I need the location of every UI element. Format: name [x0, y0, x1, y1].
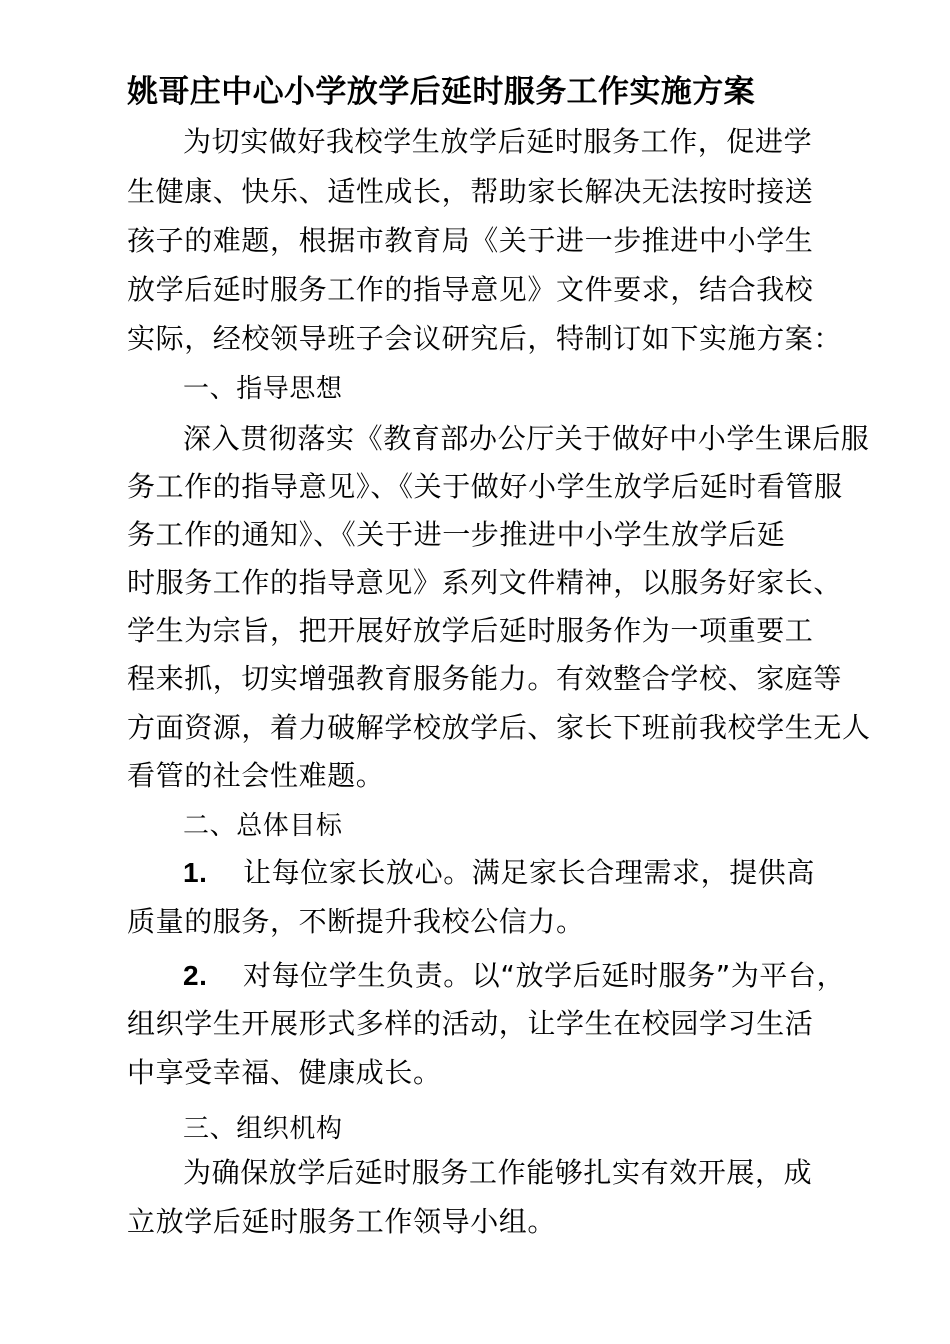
intro-line: 实际，经校领导班子会议研究后，特制订如下实施方案： — [127, 322, 843, 355]
section-heading-guiding-ideology: 一、指导思想 — [183, 374, 343, 404]
section3-line: 为确保放学后延时服务工作能够扎实有效开展，成 — [183, 1156, 813, 1189]
intro-line: 孩子的难题，根据市教育局《关于进一步推进中小学生 — [127, 224, 814, 257]
section1-line: 时服务工作的指导意见》系列文件精神，以服务好家长、 — [127, 566, 843, 599]
section1-line: 务工作的通知》、《关于进一步推进中小学生放学后延 — [127, 518, 786, 551]
goal-text: 让每位家长放心。满足家长合理需求，提供高 — [243, 856, 816, 889]
goal-number: 2. — [183, 960, 208, 991]
goal-item-2-line: 中享受幸福、健康成长。 — [127, 1056, 442, 1089]
section1-line: 深入贯彻落实《教育部办公厅关于做好中小学生课后服 — [183, 422, 870, 455]
document-title: 姚哥庄中心小学放学后延时服务工作实施方案 — [127, 74, 755, 110]
intro-line: 放学后延时服务工作的指导意见》文件要求，结合我校 — [127, 273, 814, 306]
section-heading-organization: 三、组织机构 — [183, 1114, 343, 1144]
goal-item-2 — [183, 958, 845, 994]
goal-item-2-line: 组织学生开展形式多样的活动，让学生在校园学习生活 — [127, 1007, 814, 1040]
goal-item-1-line: 质量的服务，不断提升我校公信力。 — [127, 905, 585, 938]
section1-line: 学生为宗旨，把开展好放学后延时服务作为一项重要工 — [127, 614, 814, 647]
goal-item-1 — [183, 855, 815, 891]
section1-line: 程来抓，切实增强教育服务能力。有效整合学校、家庭等 — [127, 662, 843, 695]
section3-line: 立放学后延时服务工作领导小组。 — [127, 1205, 557, 1238]
section-heading-overall-goals: 二、总体目标 — [183, 811, 343, 841]
section1-line: 方面资源，着力破解学校放学后、家长下班前我校学生无人 — [127, 711, 871, 744]
goal-text: 对每位学生负责。以“放学后延时服务”为平台， — [243, 959, 846, 992]
intro-line: 生健康、快乐、适性成长，帮助家长解决无法按时接送 — [127, 175, 814, 208]
intro-line: 为切实做好我校学生放学后延时服务工作，促进学 — [183, 125, 813, 158]
section1-line: 务工作的指导意见》、《关于做好小学生放学后延时看管服 — [127, 470, 843, 503]
goal-number: 1. — [183, 857, 208, 888]
section1-line: 看管的社会性难题。 — [127, 759, 385, 792]
